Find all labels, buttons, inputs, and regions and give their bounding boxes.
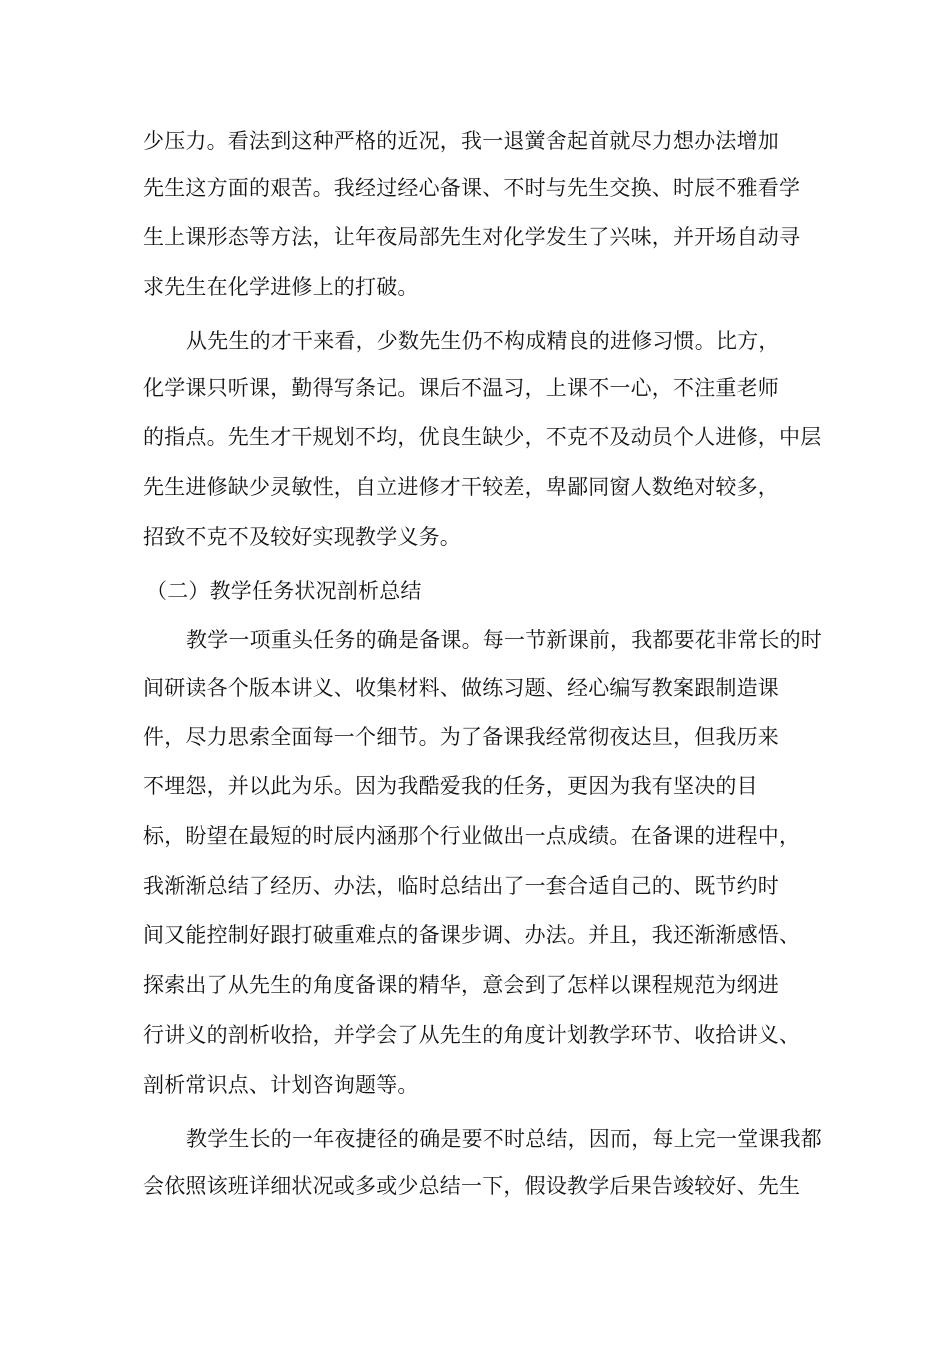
text-line: 先生这方面的艰苦。我经过经心备课、不时与先生交换、时辰不雅看学 [143,176,801,200]
text-line: 化学课只听课，勤得写条记。课后不温习，上课不一心，不注重老师 [143,376,779,400]
text-line: 我渐渐总结了经历、办法，临时总结出了一套合适自己的、既节约时 [143,874,779,898]
text-line: 探索出了从先生的角度备课的精华，意会到了怎样以课程规范为纲进 [143,973,779,997]
text-line: 不埋怨，并以此为乐。因为我酷爱我的任务，更因为我有坚决的目 [143,774,758,798]
text-line: 间研读各个版本讲义、收集材料、做练习题、经心编写教案跟制造课 [143,676,779,700]
text-line: 剖析常识点、计划咨询题等。 [143,1073,419,1097]
text-line: 的指点。先生才干规划不均，优良生缺少，不克不及动员个人进修，中层 [143,425,822,449]
section-heading: （二）教学任务状况剖析总结 [146,579,422,603]
text-line: 标，盼望在最短的时辰内涵那个行业做出一点成绩。在备课的进程中， [143,824,801,848]
text-line: 先生进修缺少灵敏性，自立进修才干较差，卑鄙同窗人数绝对较多， [143,475,779,499]
paragraph-first-line: 教学一项重头任务的确是备课。每一节新课前，我都要花非常长的时 [186,628,822,652]
text-line: 少压力。看法到这种严格的近况，我一退黉舍起首就尽力想办法增加 [143,129,779,153]
text-line: 求先生在化学进修上的打破。 [143,275,419,299]
text-line: 间又能控制好跟打破重难点的备课步调、办法。并且，我还渐渐感悟、 [143,923,801,947]
text-line: 行讲义的剖析收拾，并学会了从先生的角度计划教学环节、收拾讲义、 [143,1023,801,1047]
text-line: 会依照该班详细状况或多或少总结一下，假设教学后果告竣较好、先生 [143,1174,801,1198]
text-line: 招致不克不及较好实现教学义务。 [143,525,461,549]
paragraph-first-line: 从先生的才干来看，少数先生仍不构成精良的进修习惯。比方， [186,329,780,353]
text-line: 生上课形态等方法，让年夜局部先生对化学发生了兴味，并开场自动寻 [143,225,801,249]
text-line: 件，尽力思索全面每一个细节。为了备课我经常彻夜达旦，但我历来 [143,725,779,749]
paragraph-first-line: 教学生长的一年夜捷径的确是要不时总结，因而，每上完一堂课我都 [186,1127,822,1151]
